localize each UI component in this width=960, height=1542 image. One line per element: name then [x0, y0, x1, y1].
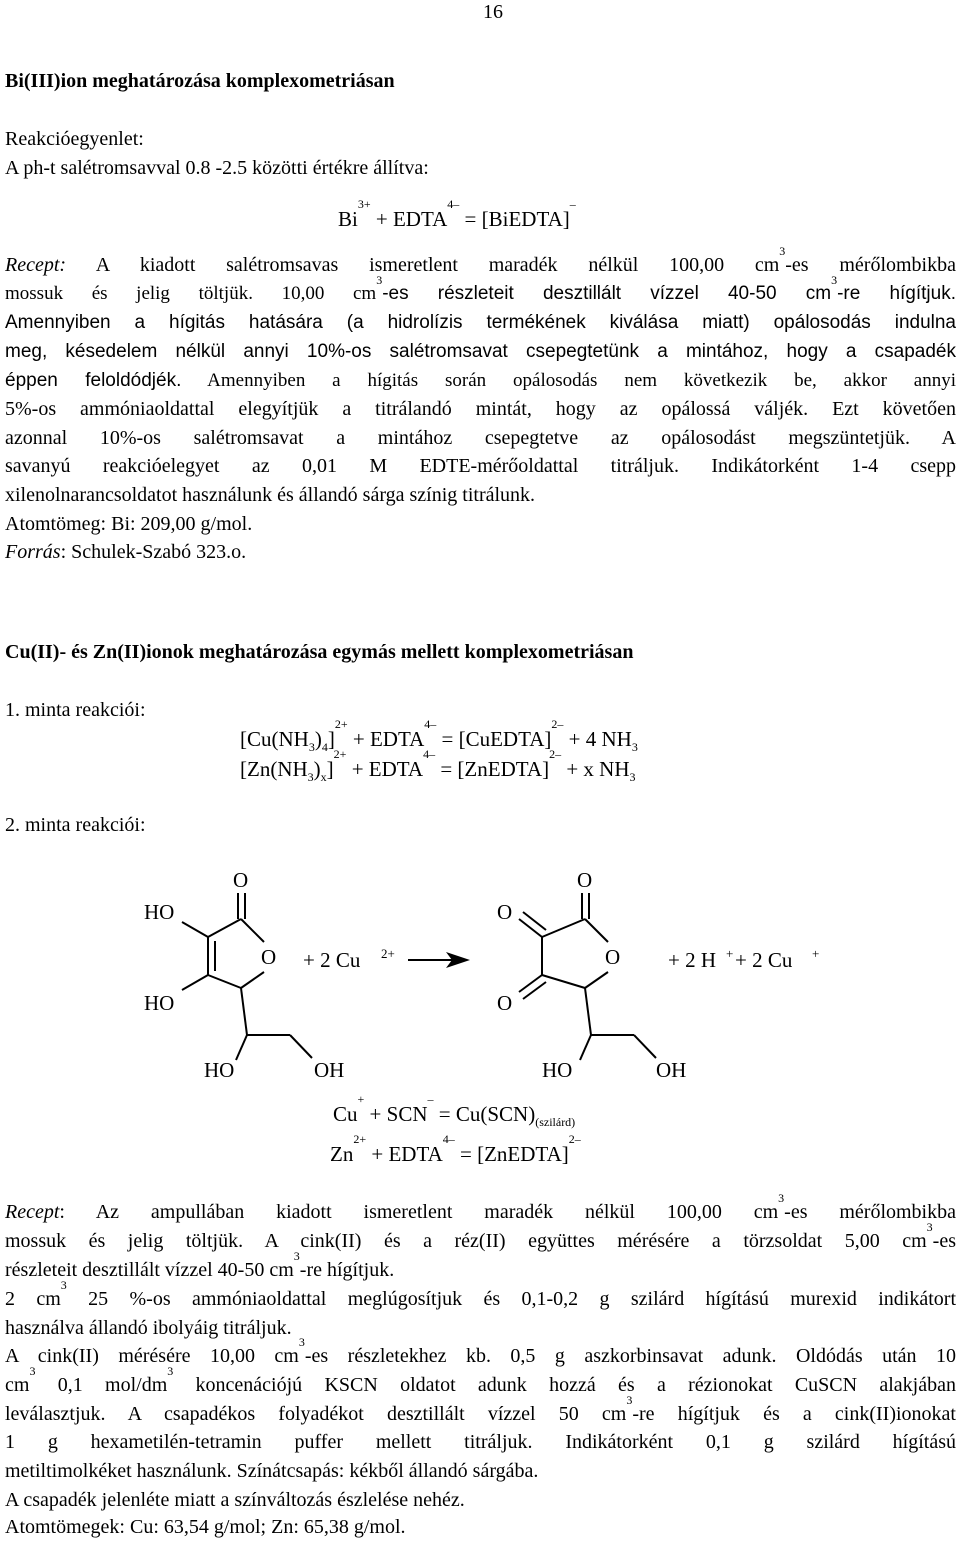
products-cu-label: + 2 Cu [735, 948, 793, 972]
ho-label-4: HO [542, 1058, 573, 1082]
sample1-label: 1. minta reakciói: [5, 699, 146, 721]
recipe2-line-7: $cm^3$ 0,1 mol/$dm^3$ koncenációjú KSCN oldatot adunk hozzá és a rézionokat CuSCN alakjában [5, 1364, 956, 1396]
recipe2-line-4: 2 $cm^3$ 25 %-os ammóniaoldattal meglúgosítjuk és 0,1-0,2 g szilárd hígítású murexid indikátort [5, 1278, 957, 1310]
plus-cu-charge: 2+ [381, 946, 395, 961]
atomic-mass-bi: Atomtömeg: Bi: 209,00 g/mol. [5, 513, 253, 535]
oh-label-1: OH [314, 1058, 345, 1082]
ho-label-3: HO [204, 1058, 235, 1082]
recipe2-line-1: Recept: Az ampullában kiadott ismeretlent maradék nélkül 100,00 $cm^3-es$ mérőlombikba [5, 1191, 956, 1223]
recipe1-line-5: éppen feloldódjék. Amennyiben a hígitás során opálosodás nem következik be, akkor annyi [5, 370, 956, 391]
recipe1-line-6: 5%-os ammóniaoldattal elegyítjük a titrálandó mintát, hogy az opálossá váljék. Ezt követően [5, 398, 956, 420]
recipe2-line-8: leválasztjuk. A csapadékos folyadékot desztillált vízzel 50 $cm^3-re$ hígítjuk és a cink(II)ionokat [5, 1393, 956, 1425]
section1-title: Bi(III)ion meghatározása komplexometriásan [5, 70, 395, 92]
zn-edta-equation: $[Zn(NH_3)_x]^{2+}$ + $EDTA^{4-}$ = [ZnEDTA]$^{2-}$ + x $NH_3$ [240, 747, 636, 785]
cu-edta-equation: $[Cu(NH_3)_4]^{2+}$ + $EDTA^{4-}$ = [CuEDTA]$^{2-}$ + 4 $NH_3$ [240, 717, 638, 755]
bi-edta-equation: $Bi^{3+}$ + $EDTA^{4-}$ = [BiEDTA]– [338, 197, 576, 231]
o-label-2: O [261, 945, 277, 969]
plus-cu-label: + 2 Cu [303, 948, 361, 972]
section2-title: Cu(II)- és Zn(II)ionok meghatározása egymás mellett komplexometriásan [5, 641, 634, 663]
recipe2-line-11: A csapadék jelenléte miatt a színváltozás észlelése nehéz. [5, 1489, 465, 1511]
o-label-3: O [497, 900, 513, 924]
reaction-arrow [408, 952, 470, 968]
o-label-6: O [497, 991, 513, 1015]
page-number: 16 [483, 1, 503, 23]
ho-label-2: HO [144, 991, 175, 1015]
dehydroascorbic-acid-structure [519, 893, 656, 1060]
recipe2-line-3: részleteit desztillált vízzel 40-50 $cm^3-re$ hígítjuk. [5, 1249, 395, 1281]
recipe1-line-9: xilenolnarancsoldatot használunk és állandó sárga színig titrálunk. [5, 484, 536, 506]
ph-line: A ph-t salétromsavval 0.8 -2.5 közötti értékre állítva: [5, 157, 429, 179]
products-h-label: + 2 H [668, 948, 717, 972]
products-h-charge: + [726, 946, 734, 961]
recipe1-line-8: savanyú reakcióelegyet az 0,01 M EDTE-mérőoldattal titráljuk. Indikátorként 1-4 csepp [5, 455, 956, 477]
products-cu-charge: + [812, 946, 820, 961]
recipe1-line-7: azonnal 10%-os salétromsavat a mintához csepegtetve az opálosodást megszüntetjük. A [5, 427, 956, 449]
recipe1-line-4: meg, késedelem nélkül annyi 10%-os salétromsavat csepegtetünk a mintához, hogy a csapadék [5, 341, 956, 362]
cu-scn-equation: $Cu^+ + SCN^- = Cu(SCN)_{(szilárd)}$ [333, 1092, 576, 1130]
o-label-4: O [577, 868, 593, 892]
sample2-label: 2. minta reakciói: [5, 814, 146, 836]
zn-edta-equation-2: $Zn^{2+}$ + $EDTA^{4-}$ = [ZnEDTA]$^{2-}$ [330, 1132, 581, 1166]
o-label-1: O [233, 868, 249, 892]
source-line: Forrás: Schulek-Szabó 323.o. [5, 541, 247, 563]
ho-label-1: HO [144, 900, 175, 924]
o-label-5: O [605, 945, 621, 969]
recipe1-line-3: Amennyiben a hígitás hatására (a hidrolízis termékének kiválása miatt) opálosodás indulna [5, 312, 956, 333]
recipe2-line-10: metiltimolkéket használunk. Színátcsapás: kékből állandó sárgába. [5, 1460, 539, 1482]
oh-label-2: OH [656, 1058, 687, 1082]
recipe2-line-2: mossuk és jelig töltjük. A cink(II) és a réz(II) együttes mérésére a törzsoldat 5,00 $cm^3-es$ [5, 1220, 956, 1252]
recipe2-line-5: használva állandó ibolyáig titráljuk. [5, 1317, 292, 1339]
recipe2-line-6: A cink(II) mérésére 10,00 $cm^3-es$ részletekhez kb. 0,5 g aszkorbinsavat adunk. Oldódás után 10 [5, 1335, 956, 1367]
ascorbic-acid-reaction-scheme [0, 855, 960, 1095]
recipe1-line-2: mossuk és jelig töltjük. 10,00 $cm^3-es$ részleteit desztillált vízzel 40-50 $cm^3-re$ hígítjuk. [5, 273, 957, 304]
atomic-masses-cu-zn: Atomtömegek: Cu: 63,54 g/mol; Zn: 65,38 g/mol. [5, 1516, 406, 1538]
recipe2-line-9: 1 g hexametilén-tetramin puffer mellett titráljuk. Indikátorként 0,1 g szilárd hígítású [5, 1431, 956, 1453]
reaction-label: Reakcióegyenlet: [5, 128, 144, 150]
ascorbic-acid-structure [182, 893, 312, 1060]
recipe1-line-1: Recept: A kiadott salétromsavas ismeretlent maradék nélkül 100,00 $cm^3-es$ mérőlombikba [5, 244, 956, 276]
